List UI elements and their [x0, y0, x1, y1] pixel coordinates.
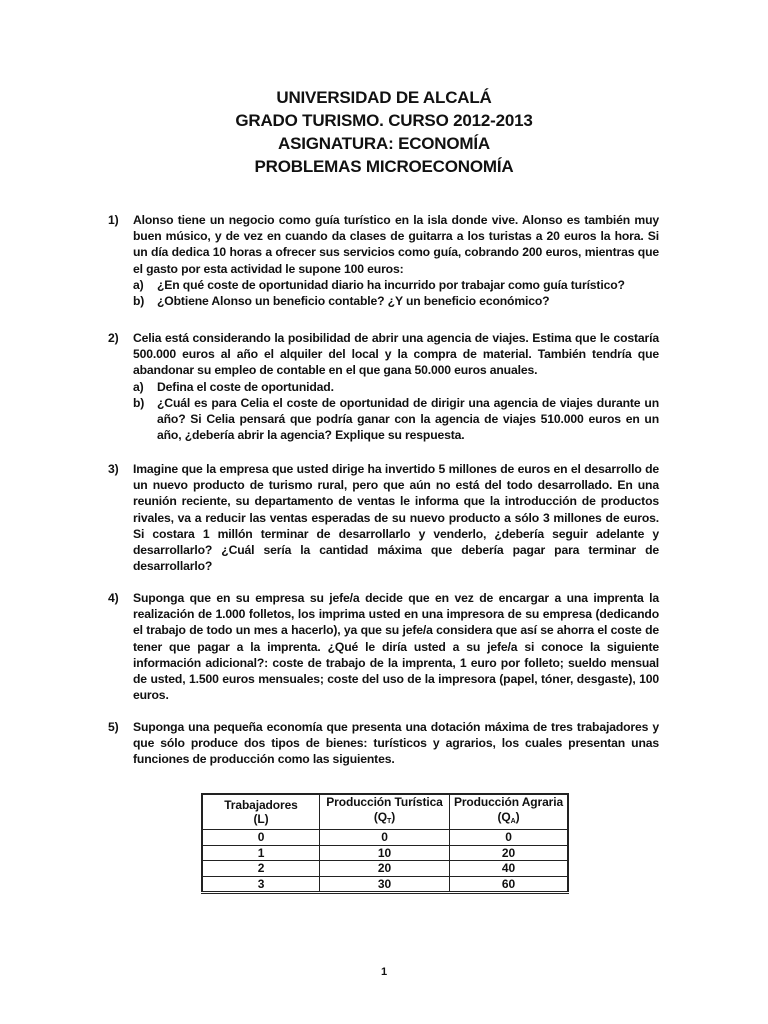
cell-agrarian: 60 — [450, 876, 569, 893]
subject: ASIGNATURA: ECONOMÍA — [278, 134, 490, 153]
sub-question-text: ¿En qué coste de oportunidad diario ha incurrido por trabajar como guía turístico? — [157, 277, 625, 292]
table-row — [202, 876, 568, 893]
problem-text: Imagine que la empresa que usted dirige ha invertido 5 millones de euros en el desarrollo de un nuevo producto de turismo rural, pero que aún no está del todo desarrollado. En una reunión reciente, su departamento de ventas le informa que la introducción de productos rivales, va a reducir las ventas esperadas de su nuevo producto a sólo 3 millones de euros. Si costara 1 millón terminar de desarrollarlo y venderlo, ¿debería seguir adelante y desarrollarlo? ¿Cuál sería la cantidad máxima que debería pagar para terminar de desarrollarlo? — [133, 462, 659, 574]
sub-question-label: b) — [133, 395, 145, 410]
cell-tourism: 10 — [320, 845, 450, 861]
problem-number: 3) — [108, 462, 119, 476]
cell-agrarian: 40 — [450, 861, 569, 877]
university-name: UNIVERSIDAD DE ALCALÁ — [276, 88, 492, 107]
sub-question-text: ¿Cuál es para Celia el coste de oportunidad de dirigir una agencia de viajes durante un año? Si Celia pensará que podría ganar con la agencia de viajes 510.000 euros en un año, ¿debería abrir la agencia? Explique su respuesta. — [157, 395, 659, 443]
sub-question-label: a) — [133, 277, 144, 292]
table-row — [202, 861, 568, 877]
problem-3 — [108, 461, 659, 574]
header-agrarian-production: Producción Agraria (QA) — [450, 794, 569, 830]
sub-question-label: b) — [133, 294, 145, 309]
cell-workers: 1 — [202, 845, 320, 861]
problem-2 — [108, 330, 659, 443]
problem-text: Alonso tiene un negocio como guía turístico en la isla donde vive. Alonso es también muy buen músico, y de vez en cuando da clases de guitarra a los turistas a 20 euros la hora. Si un día dedica 10 horas a ofrecer sus servicios como guía, cobrando 200 euros, mientras que el gasto por esta actividad le supone 100 euros: — [133, 213, 659, 276]
document-title: PROBLEMAS MICROECONOMÍA — [254, 157, 514, 176]
table-header-row — [202, 794, 568, 830]
table-row — [202, 830, 568, 846]
cell-workers: 2 — [202, 861, 320, 877]
problem-number: 2) — [108, 331, 119, 345]
sub-question-a — [133, 379, 659, 395]
cell-agrarian: 20 — [450, 845, 569, 861]
cell-tourism: 30 — [320, 876, 450, 893]
production-table — [201, 793, 569, 894]
degree-course: GRADO TURISMO. CURSO 2012-2013 — [235, 111, 533, 130]
problem-4 — [108, 590, 659, 703]
cell-workers: 0 — [202, 830, 320, 846]
problem-number: 4) — [108, 591, 119, 605]
sub-question-label: a) — [133, 379, 144, 394]
cell-tourism: 20 — [320, 861, 450, 877]
sub-question-a — [133, 277, 659, 293]
problem-number: 5) — [108, 720, 119, 734]
header-workers: Trabajadores (L) — [202, 794, 320, 830]
problem-number: 1) — [108, 213, 119, 227]
sub-question-text: Defina el coste de oportunidad. — [157, 379, 334, 394]
cell-agrarian: 0 — [450, 830, 569, 846]
header-tourism-production: Producción Turística (QT) — [320, 794, 450, 830]
page-number: 1 — [380, 966, 388, 978]
problem-text: Celia está considerando la posibilidad de abrir una agencia de viajes. Estima que le costaría 500.000 euros al año el alquiler del local y la compra de material. También tendría que abandonar su empleo de contable en el que gana 50.000 euros anuales. — [133, 331, 659, 378]
document-header — [0, 86, 768, 178]
cell-tourism: 0 — [320, 830, 450, 846]
problem-5 — [108, 719, 659, 768]
problem-text: Suponga una pequeña economía que presenta una dotación máxima de tres trabajadores y que sólo produce dos tipos de bienes: turísticos y agrarios, los cuales presentan unas funciones de producción como las siguientes. — [133, 720, 659, 767]
problem-1 — [108, 212, 659, 309]
cell-workers: 3 — [202, 876, 320, 893]
sub-question-text: ¿Obtiene Alonso un beneficio contable? ¿Y un beneficio económico? — [157, 294, 550, 309]
table-row — [202, 845, 568, 861]
sub-question-b — [133, 395, 659, 444]
problem-text: Suponga que en su empresa su jefe/a decide que en vez de encargar a una imprenta la realización de 1.000 folletos, los imprima usted en una impresora de su empresa (dedicando el trabajo de todo un mes a hacerlo), ya que su jefe/a considera que así se ahorra el coste de tener que pagar a la imprenta. ¿Qué le diría usted a su jefe/a si conoce la siguiente información adicional?: coste de trabajo de la imprenta, 1 euro por folleto; sueldo mensual de usted, 1.500 euros mensuales; coste del uso de la impresora (papel, tóner, desgaste), 100 euros. — [133, 591, 659, 703]
sub-question-b — [133, 293, 659, 309]
